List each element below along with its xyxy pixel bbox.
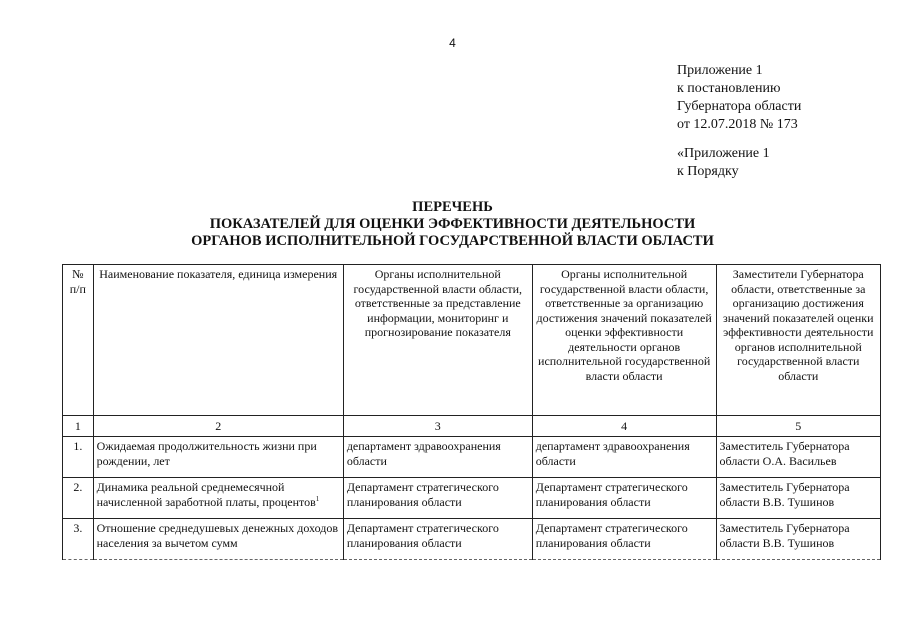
document-title <box>0 199 905 250</box>
info-organ: Департамент стратегического планирования области <box>343 519 532 560</box>
deputy-governor: Заместитель Губернатора области О.А. Васильев <box>716 437 880 478</box>
deputy-governor: Заместитель Губернатора области В.В. Тушинов <box>716 519 880 560</box>
appendix-line: к Порядку <box>677 164 739 179</box>
appendix-block-2 <box>677 145 770 181</box>
appendix-block <box>677 62 801 134</box>
indicator-name <box>93 437 343 478</box>
indicator-name-text: Отношение среднедушевых денежных доходов населения за вычетом сумм <box>96 521 339 550</box>
organizer-organ: Департамент стратегического планирования области <box>532 519 716 560</box>
info-organ: Департамент стратегического планирования области <box>343 478 532 519</box>
appendix-line: Губернатора области <box>677 99 802 114</box>
table-row <box>63 478 881 519</box>
column-number: 1 <box>63 416 94 437</box>
deputy-governor: Заместитель Губернатора области В.В. Тушинов <box>716 478 880 519</box>
indicator-name <box>93 519 343 560</box>
column-number: 3 <box>343 416 532 437</box>
header-cell-deputy: Заместители Губернатора области, ответственные за организацию достижения значений показателей оценки эффективности деятельности органов исполнительной государственной власти области <box>716 265 880 416</box>
header-cell-info: Органы исполнительной государственной власти области, ответственные за представление информации, мониторинг и прогнозирование показателя <box>343 265 532 416</box>
indicators-table <box>62 264 881 560</box>
column-number-row <box>63 416 881 437</box>
title-line: ПЕРЕЧЕНЬ <box>412 199 493 215</box>
column-number: 2 <box>93 416 343 437</box>
header-cell-name: Наименование показателя, единица измерения <box>93 265 343 416</box>
appendix-line: «Приложение 1 <box>677 146 770 161</box>
title-line: ОРГАНОВ ИСПОЛНИТЕЛЬНОЙ ГОСУДАРСТВЕННОЙ ВЛАСТИ ОБЛАСТИ <box>191 233 714 249</box>
appendix-line: Приложение 1 <box>677 63 763 78</box>
indicator-name-text: Динамика реальной среднемесячной начисленной заработной платы, процентов <box>96 480 316 509</box>
appendix-line: к постановлению <box>677 81 781 96</box>
header-cell-number: № п/п <box>63 265 94 416</box>
table-row <box>63 519 881 560</box>
indicator-name-text: Ожидаемая продолжительность жизни при рождении, лет <box>96 439 317 468</box>
row-number: 2. <box>63 478 94 519</box>
row-number: 3. <box>63 519 94 560</box>
column-number: 4 <box>532 416 716 437</box>
organizer-organ: Департамент стратегического планирования области <box>532 478 716 519</box>
footnote-mark: 1 <box>315 494 320 503</box>
indicator-name <box>93 478 343 519</box>
page-number: 4 <box>449 36 456 50</box>
info-organ: департамент здравоохранения области <box>343 437 532 478</box>
title-line: ПОКАЗАТЕЛЕЙ ДЛЯ ОЦЕНКИ ЭФФЕКТИВНОСТИ ДЕЯТЕЛЬНОСТИ <box>209 216 696 232</box>
appendix-line: от 12.07.2018 № 173 <box>677 117 798 132</box>
row-number: 1. <box>63 437 94 478</box>
organizer-organ: департамент здравоохранения области <box>532 437 716 478</box>
table-header-row <box>63 265 881 416</box>
column-number: 5 <box>716 416 880 437</box>
table-row <box>63 437 881 478</box>
header-cell-organizer: Органы исполнительной государственной власти области, ответственные за организацию достижения значений показателей оценки эффективности деятельности органов исполнительной государственной власти области <box>532 265 716 416</box>
